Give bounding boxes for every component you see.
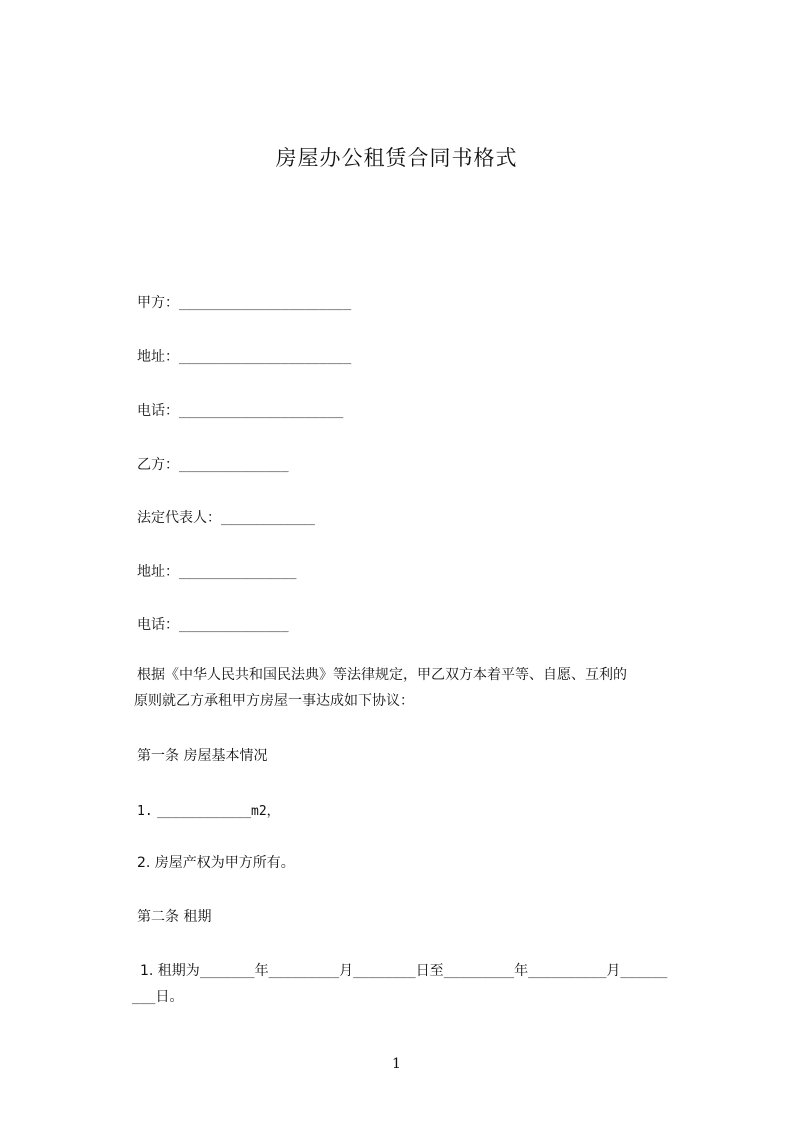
- party-a-phone-label: 电话：: [137, 403, 179, 419]
- party-b-phone-blank: ______________: [179, 618, 289, 633]
- party-b-line: [137, 454, 289, 474]
- end-day-blank-part-1: ______: [620, 964, 668, 979]
- party-a-address-line: [137, 346, 351, 366]
- start-year-blank: _______: [199, 964, 255, 979]
- party-b-address-label: 地址：: [137, 564, 179, 580]
- party-b-phone-line: [137, 614, 289, 634]
- party-b-blank: ______________: [179, 458, 289, 473]
- article-2-term-label: 1. 租期为: [140, 963, 200, 979]
- document-title: 房屋办公租赁合同书格式: [275, 146, 518, 170]
- start-day-to-label: 日至: [415, 963, 444, 979]
- start-year-label: 年: [254, 963, 269, 979]
- article-1-area-blank: ____________m2，: [157, 804, 280, 819]
- page-number: 1: [392, 1056, 401, 1072]
- party-b-label: 乙方：: [137, 457, 179, 473]
- party-a-phone-blank: _____________________: [179, 404, 344, 419]
- preamble-line-1: 根据《中华人民共和国民法典》等法律规定，甲乙双方本着平等、自愿、互利的: [137, 667, 627, 683]
- end-month-blank: __________: [528, 964, 607, 979]
- party-a-label: 甲方：: [137, 295, 179, 311]
- party-a-line: [137, 292, 351, 312]
- party-a-address-blank: ______________________: [179, 350, 352, 365]
- article-2-item-1-line-1: [140, 960, 667, 980]
- article-2-heading: 第二条 租期: [137, 909, 212, 925]
- end-month-label: 月: [606, 963, 621, 979]
- end-year-label: 年: [514, 963, 529, 979]
- start-month-label: 月: [339, 963, 354, 979]
- party-b-representative-blank: ____________: [221, 511, 315, 526]
- end-year-blank: _________: [443, 964, 515, 979]
- party-a-address-label: 地址：: [137, 349, 179, 365]
- party-b-representative-label: 法定代表人：: [137, 510, 221, 526]
- party-b-representative-line: [137, 507, 315, 527]
- end-day-label: 日。: [155, 989, 184, 1005]
- end-day-blank-part-2: ___: [132, 990, 156, 1005]
- article-2-item-1-line-2: [132, 986, 183, 1006]
- preamble-paragraph: [134, 662, 707, 714]
- article-1-heading: 第一条 房屋基本情况: [137, 748, 268, 764]
- start-month-blank: _________: [268, 964, 340, 979]
- article-1-item-1-number: 1.: [137, 804, 153, 819]
- party-b-address-line: [137, 561, 296, 581]
- start-day-blank: ________: [353, 964, 416, 979]
- article-1-item-1: [137, 800, 280, 819]
- party-b-address-blank: _______________: [179, 565, 297, 580]
- party-a-blank: ______________________: [179, 296, 352, 311]
- preamble-line-2: 原则就乙方承租甲方房屋一事达成如下协议：: [134, 693, 414, 709]
- party-a-phone-line: [137, 400, 343, 420]
- article-1-item-2: 2. 房屋产权为甲方所有。: [137, 855, 295, 871]
- party-b-phone-label: 电话：: [137, 617, 179, 633]
